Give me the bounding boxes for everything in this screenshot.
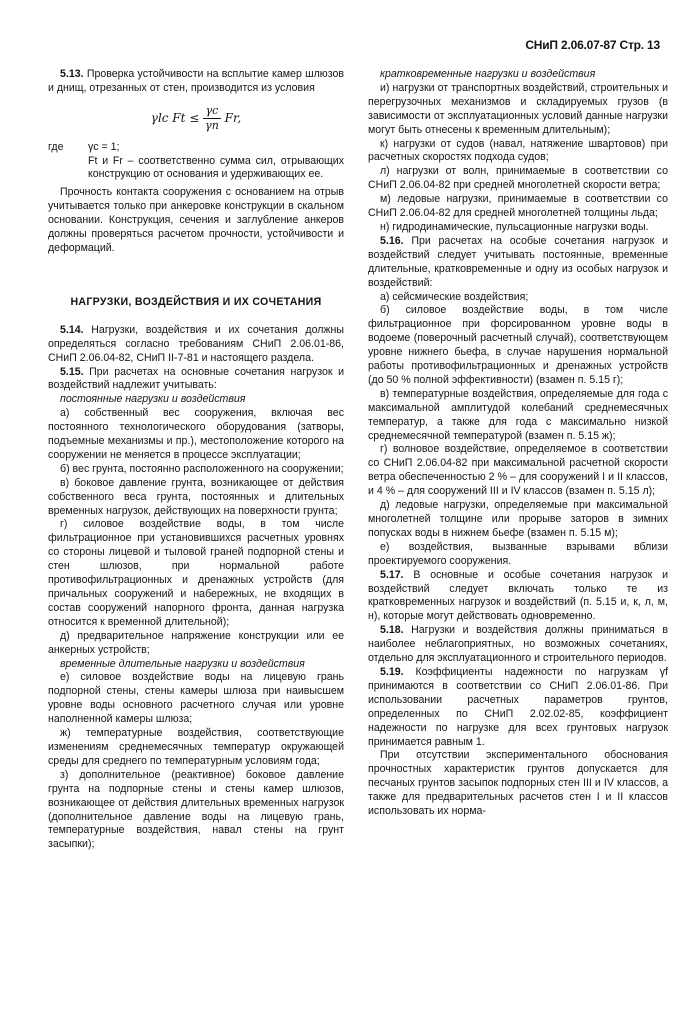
- clause-5-16: [368, 235, 668, 291]
- subheading: временные длительные нагрузки и воздействия: [60, 657, 305, 670]
- formula-rhs: Fr,: [224, 110, 242, 125]
- list-item: в) боковое давление грунта, возникающее от действия собственного веса грунта, постоянных и длительных временных нагрузок, действующих на поверхности грунта;: [48, 476, 344, 517]
- clause-text: Проверка устойчивости на всплытие камер шлюзов и днищ, отрезанных от стен, производится из условия: [48, 68, 344, 94]
- list-item: г) волновое воздействие, определяемое в соответствии со СНиП 2.06.04-82 при максимальной расчетной скорости ветра обеспеченностью 2 % – для сооружений I и II классов, и 4 % – для сооружений III и IV классов (взамен п. 5.15 л);: [368, 443, 668, 498]
- clause-number: 5.19.: [380, 665, 404, 678]
- clause-number: 5.14.: [60, 323, 84, 336]
- list-item: ж) температурные воздействия, соответствующие изменениям среднемесячных температур окружающей среды для среднего по температурным условиям года;: [48, 727, 344, 767]
- legend-item: γc = 1;: [88, 140, 120, 153]
- paragraph: Прочность контакта сооружения с основанием на отрыв учитывается только при анкеровке конструкции в скальном основании. Конструкция, сечения и заглубление анкеров должны проверяться расчетом прочности, устойчивости и деформаций.: [48, 186, 344, 254]
- clause-text: Коэффициенты надежности по нагрузкам γf принимаются в соответствии со СНиП 2.06.01-86. При использовании расчетных параметров грунтов, определенных по СНиП 2.02.02-85, коэффициент надежности по нагрузке для всех грунтовых нагрузок принимается равным 1.: [368, 665, 668, 748]
- clause-5-13: [48, 68, 344, 96]
- formula-lhs: γlc Ft ≤: [150, 110, 200, 125]
- page-header: СНиП 2.06.07-87 Стр. 13: [525, 38, 660, 52]
- list-item: м) ледовые нагрузки, принимаемые в соответствии со СНиП 2.06.04-82 для средней многолетней толщины льда;: [368, 193, 668, 220]
- clause-text: Нагрузки, воздействия и их сочетания должны определяться согласно требованиям СНиП 2.06.01-86, СНиП 2.06.04-82, СНиП II-7-81 и настоящего раздела.: [48, 323, 344, 364]
- clause-5-18: [368, 624, 668, 666]
- list-item: б) силовое воздействие воды, в том числе фильтрационное при форсированном уровне воды в водоеме (поверочный расчетный случай), соответствующем уровне нижнего бьефа, в случае нарушения нормальной работы противофильтрационных и дренажных устройств (до 50 % полной эффективности) (взамен п. 5.15 г);: [368, 304, 668, 386]
- legend-label: где: [48, 140, 64, 153]
- list-item: д) ледовые нагрузки, определяемые при максимальной многолетней толщине или прорыве заторов в зимних попусках воды в нижнем бьефе (взамен п. 5.15 м);: [368, 499, 668, 539]
- clause-text: При расчетах на основные сочетания нагрузок и воздействий надлежит учитывать:: [48, 365, 344, 392]
- stability-formula: [48, 104, 344, 133]
- paragraph: При отсутствии экспериментального обоснования прочностных характеристик грунтов допускается для песчаных грунтов засыпок подпорных стен III и IV классов, а также для предварительных расчетов стен I и II классов использовать их норма-: [368, 749, 668, 818]
- list-item: в) температурные воздействия, определяемые для года с максимальной амплитудой колебаний среднемесячных температур, а также для года с максимально низкой среднемесячной температурой (взамен п. 5.15 ж);: [368, 387, 668, 442]
- clause-5-19: [368, 666, 668, 749]
- formula-numerator: γc: [203, 104, 221, 119]
- list-item: к) нагрузки от судов (навал, натяжение швартовов) при расчетных скоростях подхода судов;: [368, 137, 668, 164]
- clause-number: 5.13.: [60, 68, 84, 80]
- clause-number: 5.16.: [380, 234, 404, 247]
- left-column: [48, 68, 344, 852]
- list-item: и) нагрузки от транспортных воздействий, строительных и перегрузочных механизмов и складируемых грузов (в зависимости от эксплуатационных условий данные нагрузки могут быть отнесены к временным длительным);: [368, 81, 668, 136]
- clause-text: При расчетах на особые сочетания нагрузок и воздействий следует учитывать постоянные, временные длительные, кратковременные и одну из особых нагрузок и воздействий:: [368, 234, 668, 289]
- list-item: д) предварительное напряжение конструкции или ее анкерных устройств;: [48, 629, 344, 656]
- clause-number: 5.18.: [380, 624, 404, 637]
- clause-5-15: [48, 366, 344, 394]
- list-item: е) силовое воздействие воды на лицевую грань подпорной стены, стены камеры шлюза при наивысшем уровне воды основного расчетного случая или уровне наполненной камеры шлюза;: [48, 671, 344, 726]
- formula-fraction: [203, 104, 221, 133]
- clause-5-14: [48, 324, 344, 366]
- formula-denominator: γn: [205, 118, 219, 132]
- list-item: а) сейсмические воздействия;: [380, 290, 529, 303]
- list-item: б) вес грунта, постоянно расположенного на сооружении;: [60, 462, 344, 475]
- clause-text: В основные и особые сочетания нагрузок и воздействий следует включать только те из кратковременных нагрузок и воздействий (п. 5.15 и, к, л, м, н), которые могут действовать одновременно.: [368, 568, 668, 623]
- clause-number: 5.15.: [60, 365, 84, 378]
- list-item: з) дополнительное (реактивное) боковое давление грунта на подпорные стены и стены камер шлюзов, возникающее от действия длительных временных нагрузок (дополнительное давление воды на лицевую грань, температурные воздействия, навал стены на грунт засыпки);: [48, 768, 344, 851]
- legend-item: Ft и Fr – соответственно сумма сил, отрывающих конструкцию от основания и удерживающих ее.: [88, 154, 344, 181]
- clause-text: Нагрузки и воздействия должны приниматься в наиболее неблагоприятных, но возможных сочетаниях, отдельно для эксплуатационного и строительного периодов.: [368, 624, 668, 665]
- clause-5-17: [368, 569, 668, 625]
- clause-number: 5.17.: [380, 568, 404, 581]
- list-item: г) силовое воздействие воды, в том числе фильтрационное при установившихся расчетных уровнях со стороны лицевой и тыловой граней подпорной стены и стен шлюзов, при нормальной работе противофильтрационных и дренажных устройств (для причальных сооружений и набережных, не входящих в состав сооружений напорного фронта, данная нагрузка относится к временной длительной);: [48, 518, 344, 628]
- subheading: постоянные нагрузки и воздействия: [60, 393, 246, 406]
- list-item: а) собственный вес сооружения, включая вес постоянного технологического оборудования (затворы, подъемные механизмы и пр.), местоположение которого на сооружении не меняется в процессе эксплуатации;: [48, 407, 344, 461]
- right-column: [368, 68, 668, 819]
- formula-legend: [48, 141, 344, 183]
- list-item: е) воздействия, вызванные взрывами вблизи проектируемого сооружения.: [368, 540, 668, 567]
- section-title: НАГРУЗКИ, ВОЗДЕЙСТВИЯ И ИХ СОЧЕТАНИЯ: [70, 295, 322, 308]
- subheading: кратковременные нагрузки и воздействия: [380, 68, 596, 80]
- list-item: н) гидродинамические, пульсационные нагрузки воды.: [380, 220, 649, 233]
- list-item: л) нагрузки от волн, принимаемые в соответствии со СНиП 2.06.04-82 при средней многолетней скорости ветра;: [368, 165, 668, 192]
